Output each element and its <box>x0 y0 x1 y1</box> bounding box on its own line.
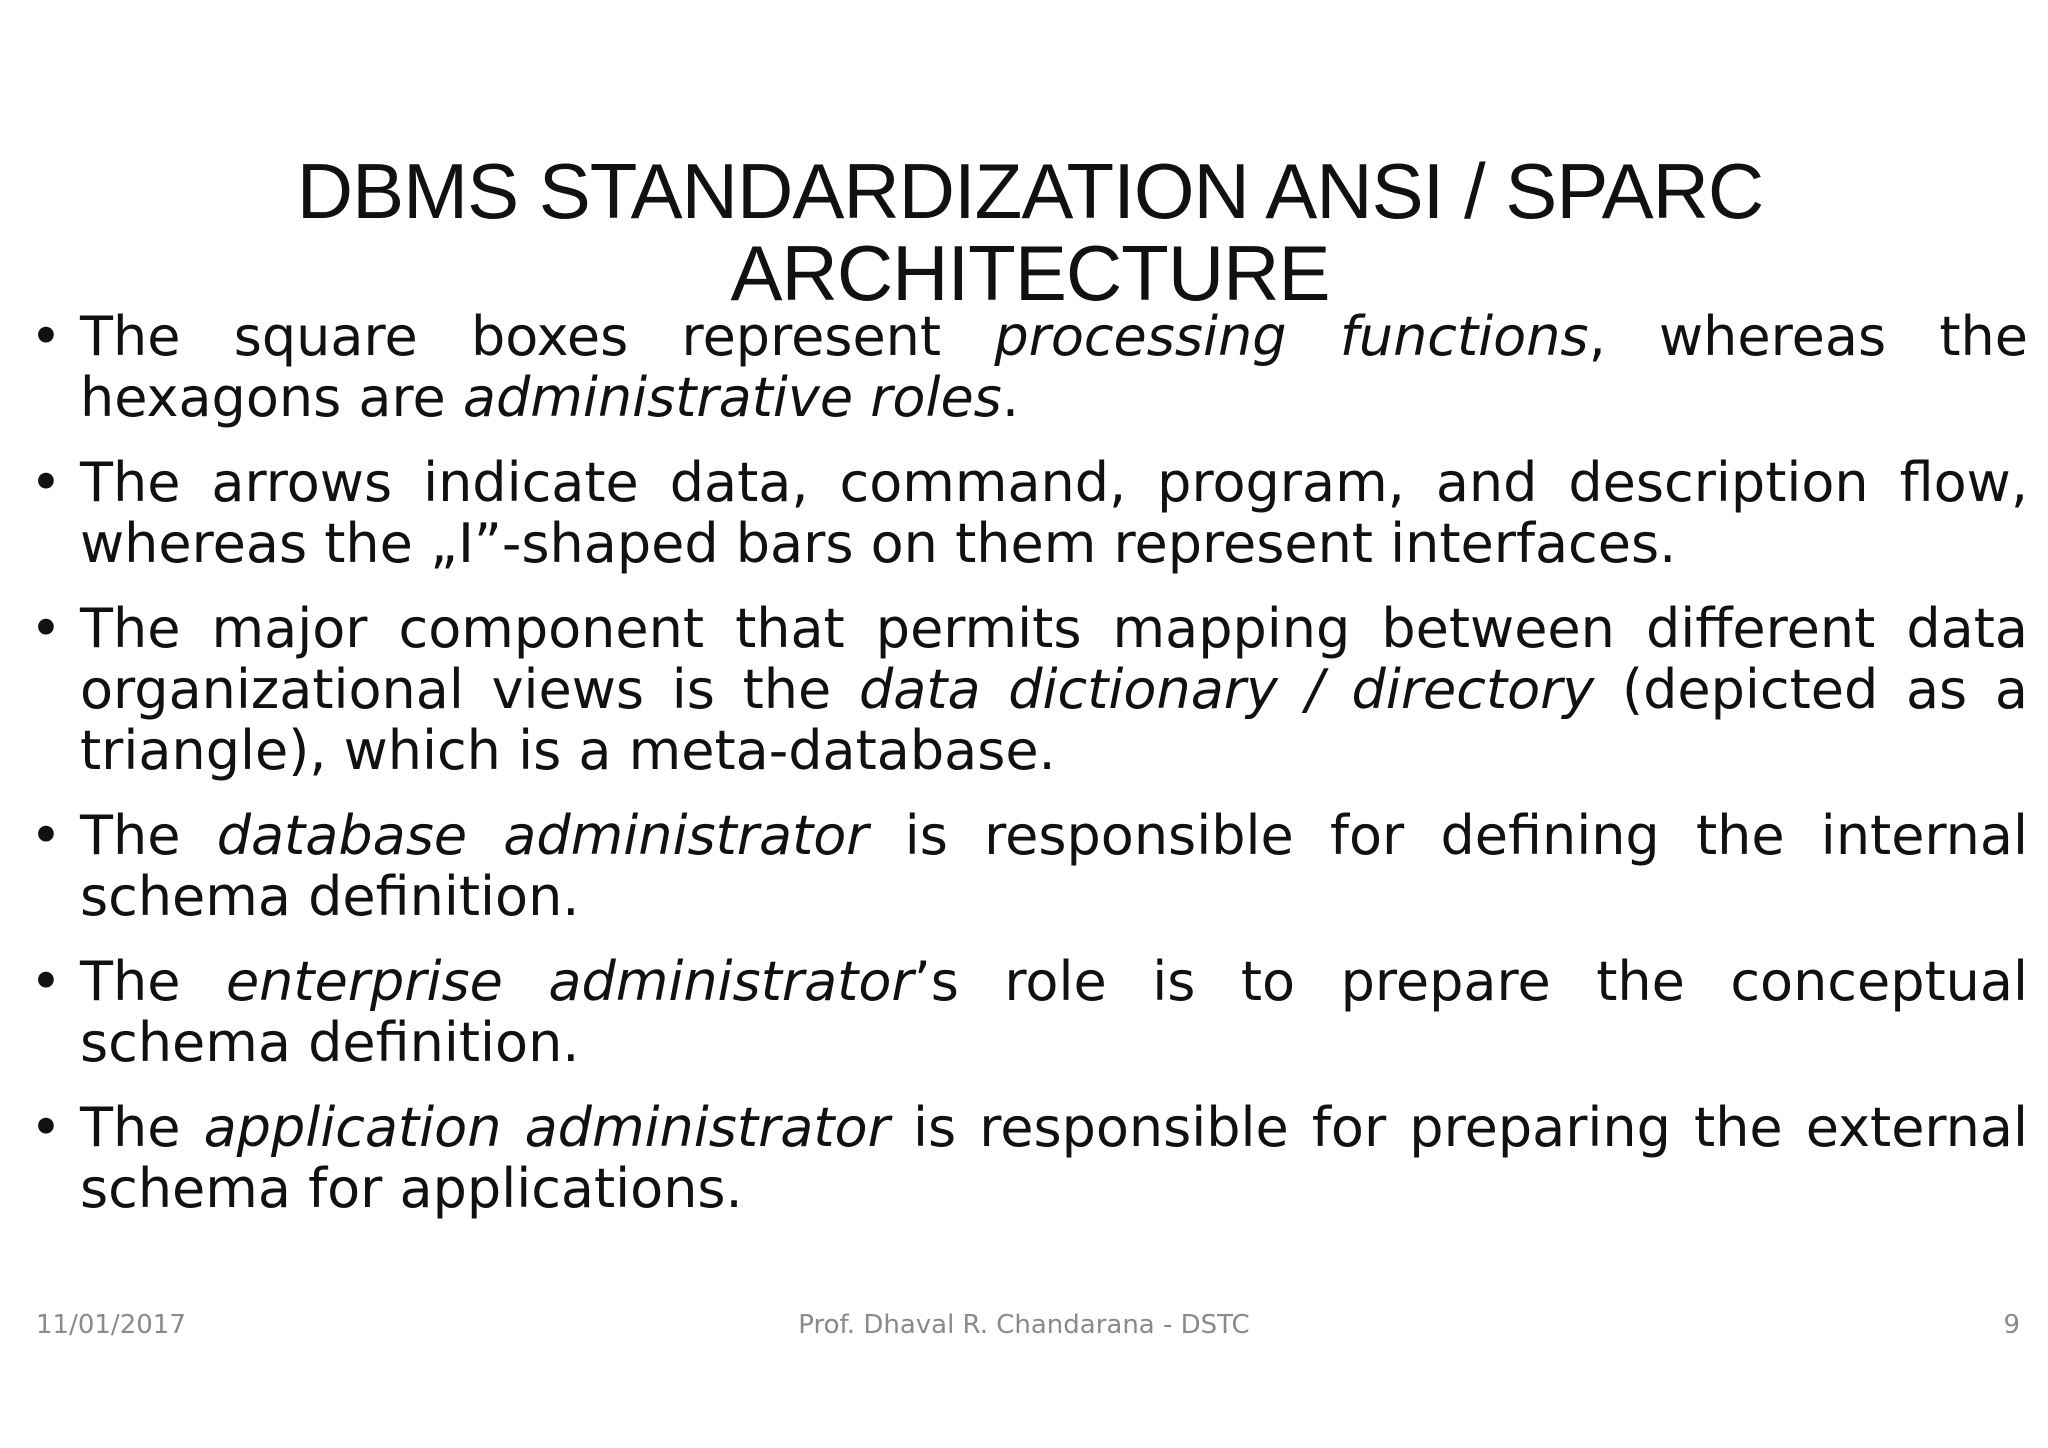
bullet-text: ’s role is to prepare the conceptual schema definition. <box>80 950 2028 1074</box>
footer-author: Prof. Dhaval R. Chandarana - DSTC <box>798 1310 1250 1340</box>
bullet-item-database-administrator <box>30 805 2028 927</box>
bullet-item-enterprise-administrator <box>30 951 2028 1073</box>
bullet-text: The <box>80 1096 204 1159</box>
bullet-emphasis: application administrator <box>203 1096 890 1159</box>
bullet-item-application-administrator <box>30 1097 2028 1219</box>
bullet-text: (depicted as a triangle), which is a meta-database. <box>80 658 2028 782</box>
bullet-icon: • <box>30 451 62 514</box>
bullet-emphasis: enterprise administrator <box>225 950 914 1013</box>
slide-title-line-2: ARCHITECTURE <box>730 229 1330 317</box>
bullet-text: is responsible for defining the internal schema definition. <box>80 804 2029 928</box>
bullet-item-arrows <box>30 452 2028 574</box>
bullet-emphasis: processing functions <box>994 305 1589 368</box>
bullet-text: The <box>80 804 217 867</box>
bullet-text: The square boxes represent <box>80 305 995 368</box>
slide-title <box>180 147 1880 317</box>
footer-page-number: 9 <box>2003 1310 2020 1340</box>
bullet-text: The <box>80 950 226 1013</box>
bullet-list <box>30 306 2028 1243</box>
bullet-icon: • <box>30 804 62 867</box>
bullet-text: . <box>1001 366 1019 429</box>
bullet-item-data-dictionary <box>30 598 2028 781</box>
bullet-text: , whereas the hexagons are <box>80 305 2028 429</box>
bullet-emphasis: database administrator <box>216 804 869 867</box>
bullet-icon: • <box>30 597 62 660</box>
bullet-text: The arrows indicate data, command, program, and description flow, whereas the „I”-shaped bars on them represent interfaces. <box>80 451 2028 575</box>
bullet-text: The major component that permits mapping between different data organizational views is the <box>80 597 2028 721</box>
footer-date: 11/01/2017 <box>36 1310 186 1340</box>
bullet-text: is responsible for preparing the external schema for applications. <box>80 1096 2028 1220</box>
bullet-icon: • <box>30 950 62 1013</box>
bullet-item-processing-functions <box>30 306 2028 428</box>
bullet-emphasis: administrative roles <box>462 366 1002 429</box>
bullet-icon: • <box>30 1096 62 1159</box>
slide-title-line-1: DBMS STANDARDIZATION ANSI / SPARC <box>296 147 1764 235</box>
bullet-icon: • <box>30 305 62 368</box>
bullet-emphasis: data dictionary / directory <box>858 658 1595 721</box>
